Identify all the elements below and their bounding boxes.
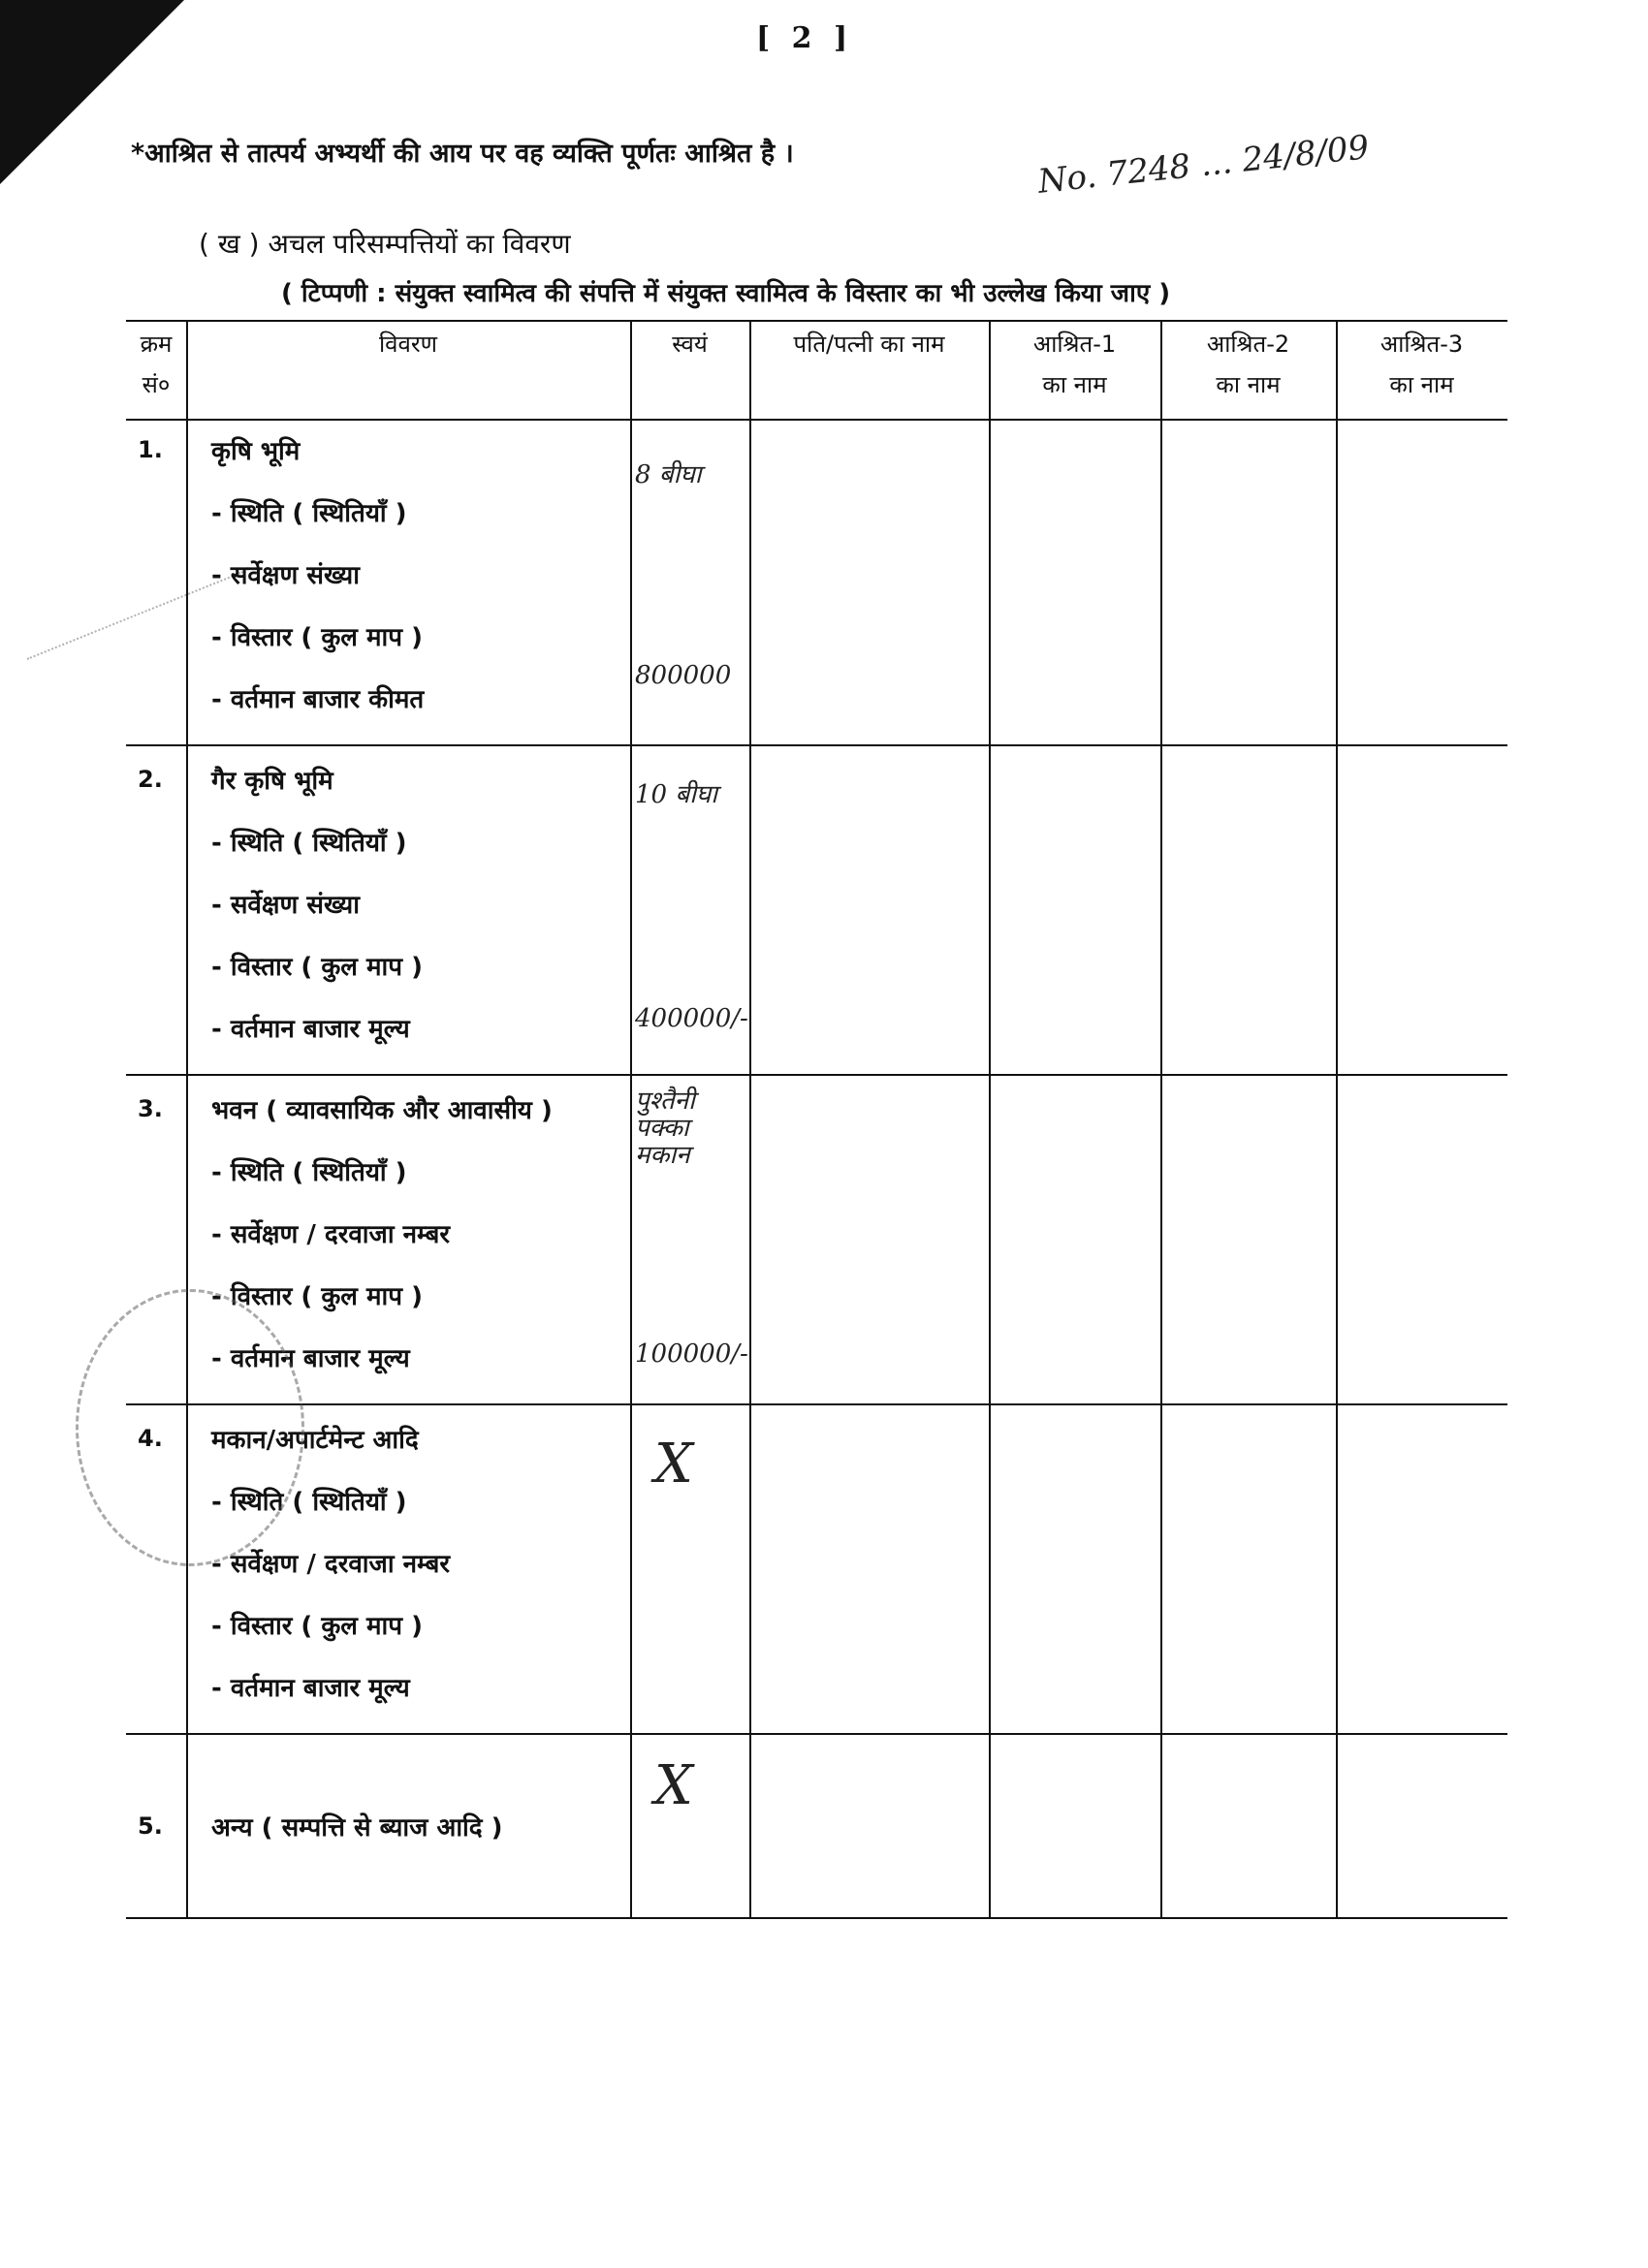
table-rule: [126, 419, 1507, 421]
self-value: 10 बीघा: [635, 780, 718, 809]
footnote: *आश्रित से तात्पर्य अभ्यर्थी की आय पर वह व्यक्ति पूर्णतः आश्रित है ।: [131, 139, 794, 169]
row-item: - वर्तमान बाजार मूल्य: [211, 1674, 410, 1703]
table-column-rule: [186, 320, 188, 1919]
row-item: - विस्तार ( कुल माप ): [211, 623, 423, 652]
row-item: - वर्तमान बाजार कीमत: [211, 685, 425, 714]
self-value: पुश्तैनी: [635, 1087, 695, 1116]
header-description: विवरण: [378, 331, 438, 358]
table-column-rule: [630, 320, 632, 1919]
row-item: - सर्वेक्षण / दरवाजा नम्बर: [211, 1220, 450, 1249]
immovable-assets-table: [126, 320, 1507, 1919]
self-value: 100000/-: [635, 1339, 748, 1369]
row-item: - विस्तार ( कुल माप ): [211, 1282, 423, 1311]
table-column-rule: [1160, 320, 1162, 1919]
table-rule: [126, 1733, 1507, 1735]
header-dependent-1-line1: आश्रित-1: [1032, 331, 1117, 358]
table-rule: [126, 744, 1507, 746]
table-rule: [126, 1403, 1507, 1405]
header-spouse: पति/पत्नी का नाम: [793, 331, 945, 358]
header-serial-line1: क्रम: [140, 331, 173, 358]
self-value: पक्का: [635, 1114, 689, 1143]
header-self: स्वयं: [672, 331, 708, 358]
table-rule: [126, 1917, 1507, 1919]
page-number: [ 2 ]: [756, 21, 854, 55]
cross-mark: X: [654, 1433, 693, 1496]
row-serial: 4.: [138, 1425, 163, 1452]
row-category: कृषि भूमि: [211, 437, 301, 466]
section-title: ( ख ) अचल परिसम्पत्तियों का विवरण: [199, 228, 571, 260]
office-stamp: [76, 1289, 304, 1566]
row-serial: 1.: [138, 436, 163, 463]
row-serial: 2.: [138, 766, 163, 793]
row-serial: 5.: [138, 1812, 163, 1840]
row-category: गैर कृषि भूमि: [211, 767, 333, 796]
row-serial: 3.: [138, 1095, 163, 1122]
row-item: - स्थिति ( स्थितियाँ ): [211, 1158, 407, 1187]
table-rule: [126, 320, 1507, 322]
handwritten-reference: No. 7248 ... 24/8/09: [1035, 128, 1372, 202]
row-category: मकान/अपार्टमेन्ट आदि: [211, 1426, 419, 1455]
table-column-rule: [989, 320, 991, 1919]
table-rule: [126, 1074, 1507, 1076]
row-item: - विस्तार ( कुल माप ): [211, 953, 423, 982]
row-item: - सर्वेक्षण संख्या: [211, 561, 360, 590]
header-dependent-2-line1: आश्रित-2: [1206, 331, 1290, 358]
self-value: 8 बीघा: [635, 460, 702, 489]
row-category: भवन ( व्यावसायिक और आवासीय ): [211, 1096, 553, 1125]
row-item: - सर्वेक्षण संख्या: [211, 891, 360, 920]
header-dependent-3-line2: का नाम: [1389, 371, 1454, 398]
table-column-rule: [749, 320, 751, 1919]
header-dependent-1: [989, 324, 1160, 405]
row-item: - सर्वेक्षण / दरवाजा नम्बर: [211, 1550, 450, 1579]
table-column-rule: [1336, 320, 1338, 1919]
cross-mark: X: [654, 1754, 693, 1817]
header-dependent-2: [1160, 324, 1336, 405]
row-item: - स्थिति ( स्थितियाँ ): [211, 829, 407, 858]
row-item: - स्थिति ( स्थितियाँ ): [211, 1488, 407, 1517]
row-item: - स्थिति ( स्थितियाँ ): [211, 499, 407, 528]
header-dependent-3: [1336, 324, 1507, 405]
section-note: ( टिप्पणी : संयुक्त स्वामित्व की संपत्ति में संयुक्त स्वामित्व के विस्तार का भी उल्लेख किया जाए ): [281, 279, 1171, 308]
self-value: मकान: [635, 1141, 690, 1170]
row-category: अन्य ( सम्पत्ति से ब्याज आदि ): [211, 1813, 503, 1843]
header-dependent-1-line2: का नाम: [1042, 371, 1107, 398]
row-item: - विस्तार ( कुल माप ): [211, 1612, 423, 1641]
row-item: - वर्तमान बाजार मूल्य: [211, 1015, 410, 1044]
header-serial-line2: सं०: [142, 371, 171, 398]
self-value: 400000/-: [635, 1004, 748, 1033]
self-value: 800000: [635, 661, 732, 690]
header-serial: [126, 324, 186, 405]
header-dependent-3-line1: आश्रित-3: [1379, 331, 1464, 358]
row-item: - वर्तमान बाजार मूल्य: [211, 1344, 410, 1373]
header-dependent-2-line2: का नाम: [1216, 371, 1281, 398]
